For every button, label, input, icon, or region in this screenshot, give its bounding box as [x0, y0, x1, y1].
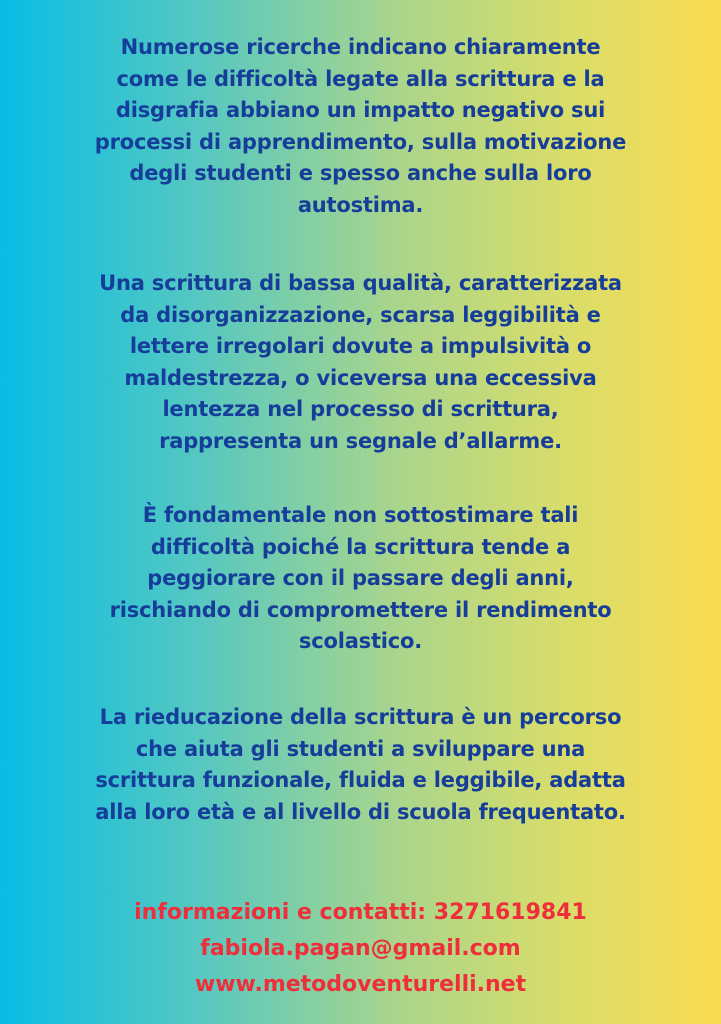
- paragraph-line: che aiuta gli studenti a sviluppare una: [135, 736, 586, 761]
- contact-email[interactable]: fabiola.pagan@gmail.com: [200, 936, 521, 961]
- paragraph-line: autostima.: [297, 192, 424, 217]
- contact-website[interactable]: www.metodoventurelli.net: [194, 972, 527, 997]
- paragraph-line: rischiando di compromettere il rendimento: [109, 597, 612, 622]
- paragraph-line: scrittura funzionale, fluida e leggibile, adatta: [95, 768, 626, 792]
- paragraph-line: alla loro età e al livello di scuola frequentato.: [95, 799, 626, 824]
- paragraph-low-quality-writing: [40, 268, 681, 457]
- paragraph-research: [40, 32, 681, 221]
- paragraph-line: da disorganizzazione, scarsa leggibilità e: [120, 302, 601, 327]
- paragraph-line: scolastico.: [298, 629, 423, 653]
- contact-block: [40, 895, 681, 1003]
- paragraph-line: come le difficoltà legate alla scrittura e la: [116, 66, 605, 91]
- paragraph-line: maldestrezza, o viceversa una eccessiva: [124, 365, 597, 390]
- paragraph-line: degli studenti e spesso anche sulla loro: [129, 161, 592, 185]
- paragraph-line: processi di apprendimento, sulla motivazione: [94, 129, 627, 154]
- paragraph-line: lettere irregolari dovute a impulsività o: [129, 334, 592, 358]
- paragraph-line: Numerose ricerche indicano chiaramente: [120, 35, 601, 59]
- paragraph-line: La rieducazione della scrittura è un percorso: [99, 705, 622, 729]
- paragraph-line: Una scrittura di bassa qualità, caratterizzata: [99, 271, 622, 295]
- paragraph-line: È fondamentale non sottostimare tali: [142, 503, 579, 527]
- paragraph-do-not-underestimate: [40, 500, 681, 658]
- contact-phone-line: informazioni e contatti: 3271619841: [134, 900, 587, 925]
- paragraph-line: rappresenta un segnale d’allarme.: [159, 428, 562, 453]
- paragraph-line: lentezza nel processo di scrittura,: [162, 397, 559, 421]
- paragraph-line: difficoltà poiché la scrittura tende a: [150, 534, 571, 559]
- paragraph-line: peggiorare con il passare degli anni,: [147, 566, 574, 590]
- paragraph-line: disgrafia abbiano un impatto negativo sui: [115, 98, 606, 122]
- paragraph-rehabilitation: [40, 702, 681, 828]
